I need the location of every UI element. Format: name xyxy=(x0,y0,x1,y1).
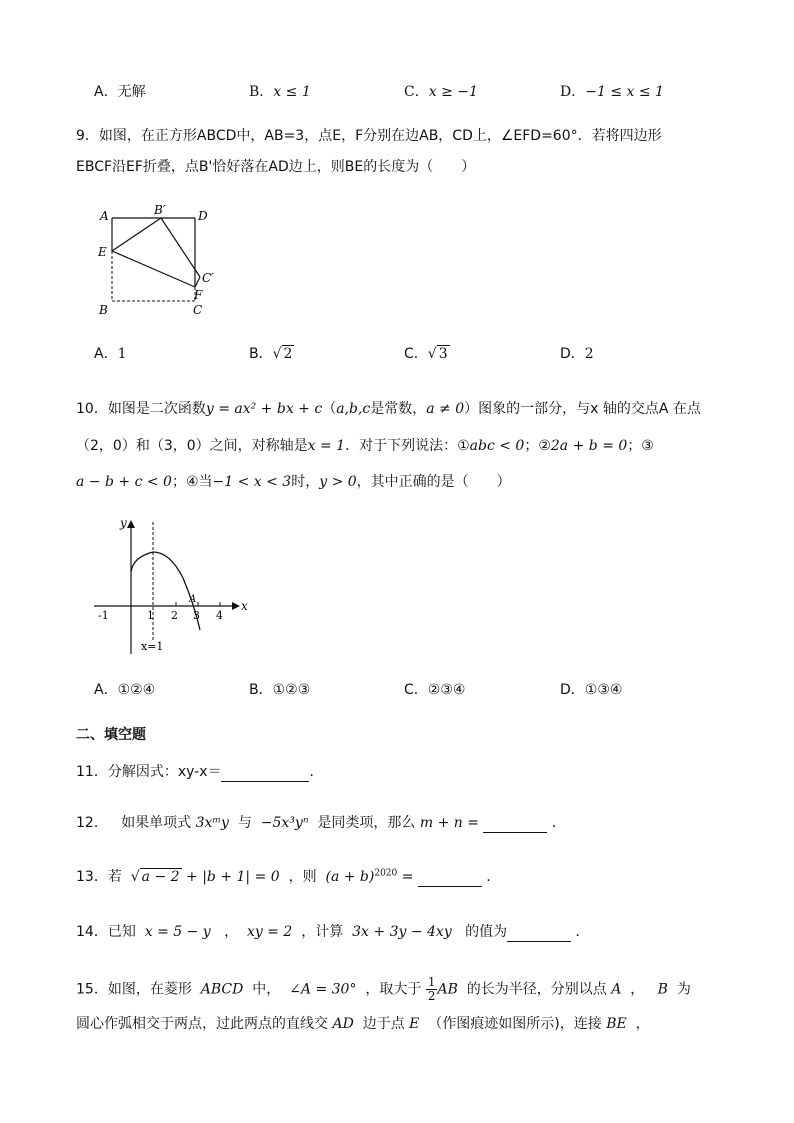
tick-4: 4 xyxy=(216,609,223,622)
q10-option-c[interactable]: C．②③④ xyxy=(404,682,466,698)
label-c-prime: C′ xyxy=(202,271,214,285)
q10-stem-line2: （2，0）和（3，0）之间，对称轴是x = 1．对于下列说法：①abc < 0；②2a + b = 0；③ xyxy=(76,438,654,454)
q14: 14．已知 x = 5 − y ， xy = 2 ，计算 3x + 3y − 4xy 的值为 ． xyxy=(76,924,590,940)
q12: 12． 如果单项式 3xᵐy 与 −5x³yⁿ 是同类项，那么 m + n = ． xyxy=(76,815,566,831)
label-e: E xyxy=(98,245,107,259)
label-b-prime: B′ xyxy=(154,204,166,217)
q10-stem-line3: a − b + c < 0；④当−1 < x < 3时，y > 0，其中正确的是（ ） xyxy=(76,474,511,490)
q8-option-b[interactable]: B．x ≤ 1 xyxy=(249,84,311,100)
graph-x-label: x xyxy=(241,599,248,613)
q9-stem-line1: 9．如图，在正方形ABCD中，AB=3，点E，F分别在边AB，CD上，∠EFD=60°．若将四边形 xyxy=(76,128,662,144)
q9-option-d[interactable]: D．2 xyxy=(560,346,594,362)
axis-of-symmetry-label: x=1 xyxy=(141,640,164,653)
q8-option-a[interactable]: A．无解 xyxy=(94,84,146,100)
q15-line2: 圆心作弧相交于两点，过此两点的直线交 AD 边于点 E （作图痕迹如图所示)，连接 BE ， xyxy=(76,1016,650,1032)
q11: 11．分解因式：xy-x＝ ． xyxy=(76,764,324,780)
q15-line1: 15．如图，在菱形 ABCD 中， ∠A = 30° ，取大于 $\frac{1}{2}$ AB 的长为半径，分别以点 A ， B 为 xyxy=(76,975,691,1003)
q10-option-d[interactable]: D．①③④ xyxy=(560,682,623,698)
label-c: C xyxy=(193,303,203,317)
q13: 13．若 √ a − 2 + |b + 1| = 0 ，则 $(a + b)^{2020}$ = ． xyxy=(76,868,501,885)
label-d: D xyxy=(198,209,208,223)
graph-y-label: y xyxy=(120,516,127,530)
label-b: B xyxy=(99,303,108,317)
q12-answer-blank[interactable] xyxy=(483,817,547,833)
q11-answer-blank[interactable] xyxy=(221,766,309,782)
q8-option-d[interactable]: D．−1 ≤ x ≤ 1 xyxy=(560,84,664,100)
q13-answer-blank[interactable] xyxy=(418,871,482,887)
label-a: A xyxy=(100,209,109,223)
q9-option-a[interactable]: A．1 xyxy=(94,346,127,362)
point-a-label: A xyxy=(189,594,197,605)
tick-neg1: -1 xyxy=(98,609,109,622)
q14-answer-blank[interactable] xyxy=(507,926,571,942)
fraction-one-half: $\frac{1}{2}$ xyxy=(427,975,436,1003)
q9-stem-line2: EBCF沿EF折叠，点B'恰好落在AD边上，则BE的长度为（ ） xyxy=(76,159,476,175)
q10-option-a[interactable]: A．①②④ xyxy=(94,682,156,698)
q10-stem-line1: 10．如图是二次函数y = ax² + bx + c（a,b,c是常数，a ≠ 0）图象的一部分，与x 轴的交点A 在点 xyxy=(76,401,701,417)
q10-option-b[interactable]: B．①②③ xyxy=(249,682,311,698)
label-f: F xyxy=(194,288,203,302)
section-title: 二、填空题 xyxy=(76,727,146,743)
tick-3: 3 xyxy=(193,609,200,622)
q9-option-b[interactable]: B．√ 2 xyxy=(249,346,293,362)
tick-1: 1 xyxy=(147,609,154,622)
tick-2: 2 xyxy=(171,609,178,622)
q8-option-c[interactable]: C．x ≥ −1 xyxy=(404,84,478,100)
q10-graph xyxy=(90,512,250,657)
q9-figure xyxy=(94,204,224,319)
q9-option-c[interactable]: C．√ 3 xyxy=(404,346,448,362)
